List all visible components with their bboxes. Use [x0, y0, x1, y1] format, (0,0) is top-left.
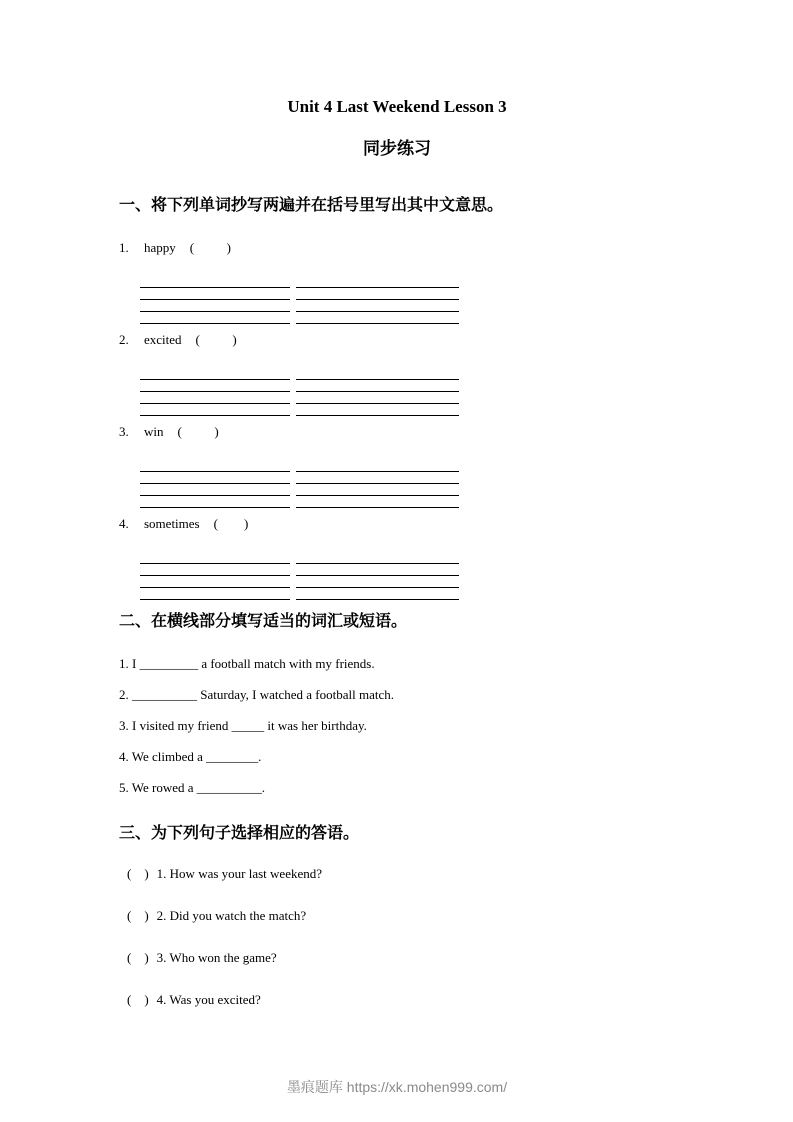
writing-line: [140, 312, 290, 324]
writing-line: [296, 392, 459, 404]
question-text: 1. How was your last weekend?: [156, 866, 323, 881]
writing-line: [296, 564, 459, 576]
four-line-grid: [140, 460, 290, 508]
word-item-2: [119, 332, 675, 348]
writing-line: [296, 496, 459, 508]
fill-item-3: 3. I visited my friend _____ it was her birthday.: [119, 718, 367, 733]
writing-line: [296, 288, 459, 300]
writing-line: [296, 576, 459, 588]
writing-line: [296, 404, 459, 416]
answer-bracket: ( ): [177, 424, 219, 439]
writing-line: [296, 460, 459, 472]
fill-item-2: 2. __________ Saturday, I watched a football match.: [119, 687, 394, 702]
writing-lines-2: [140, 368, 675, 416]
answer-paren: ( ): [127, 950, 149, 965]
writing-line: [140, 496, 290, 508]
choose-item-3: [127, 950, 675, 966]
writing-lines-1: [140, 276, 675, 324]
page-title: Unit 4 Last Weekend Lesson 3: [287, 97, 507, 116]
writing-line: [140, 588, 290, 600]
writing-line: [296, 312, 459, 324]
word-text: happy: [144, 240, 176, 255]
footer-text: 墨痕题库 https://xk.mohen999.com/: [286, 1079, 508, 1095]
section2-heading: 二、在横线部分填写适当的词汇或短语。: [119, 613, 408, 630]
four-line-grid: [140, 276, 290, 324]
choose-item-1: [127, 866, 675, 882]
writing-line: [140, 300, 290, 312]
word-item-4: [119, 516, 675, 532]
writing-line: [296, 588, 459, 600]
four-line-grid: [296, 552, 459, 600]
writing-line: [140, 552, 290, 564]
answer-bracket: ( ): [195, 332, 237, 347]
answer-paren: ( ): [127, 908, 149, 923]
writing-line: [296, 552, 459, 564]
writing-line: [296, 368, 459, 380]
writing-line: [296, 300, 459, 312]
writing-line: [140, 392, 290, 404]
writing-line: [296, 276, 459, 288]
fill-item-4: 4. We climbed a ________.: [119, 749, 262, 764]
word-item-3: [119, 424, 675, 440]
item-number: 4.: [119, 516, 129, 531]
answer-bracket: ( ): [189, 240, 231, 255]
writing-lines-3: [140, 460, 675, 508]
writing-line: [140, 288, 290, 300]
word-item-1: [119, 240, 675, 256]
four-line-grid: [296, 368, 459, 416]
word-text: sometimes: [144, 516, 200, 531]
fill-item-1: 1. I _________ a football match with my friends.: [119, 656, 375, 671]
answer-paren: ( ): [127, 992, 149, 1007]
question-text: 2. Did you watch the match?: [156, 908, 307, 923]
item-number: 2.: [119, 332, 129, 347]
question-text: 3. Who won the game?: [156, 950, 277, 965]
section1-heading: 一、将下列单词抄写两遍并在括号里写出其中文意思。: [119, 197, 504, 214]
word-text: win: [144, 424, 164, 439]
answer-paren: ( ): [127, 866, 149, 881]
choose-item-4: [127, 992, 675, 1008]
item-number: 1.: [119, 240, 129, 255]
four-line-grid: [140, 552, 290, 600]
choose-item-2: [127, 908, 675, 924]
question-text: 4. Was you excited?: [156, 992, 261, 1007]
page-subtitle: 同步练习: [363, 139, 431, 158]
four-line-grid: [296, 460, 459, 508]
answer-bracket: ( ): [213, 516, 249, 531]
writing-line: [140, 564, 290, 576]
writing-line: [296, 484, 459, 496]
writing-line: [140, 576, 290, 588]
writing-line: [140, 380, 290, 392]
four-line-grid: [140, 368, 290, 416]
four-line-grid: [296, 276, 459, 324]
writing-line: [140, 276, 290, 288]
section3-heading: 三、为下列句子选择相应的答语。: [119, 825, 360, 842]
writing-line: [140, 484, 290, 496]
writing-lines-4: [140, 552, 675, 600]
writing-line: [140, 460, 290, 472]
writing-line: [296, 472, 459, 484]
word-text: excited: [144, 332, 182, 347]
footer: [119, 1078, 675, 1096]
writing-line: [296, 380, 459, 392]
writing-line: [140, 368, 290, 380]
writing-line: [140, 472, 290, 484]
fill-item-5: 5. We rowed a __________.: [119, 780, 266, 795]
writing-line: [140, 404, 290, 416]
item-number: 3.: [119, 424, 129, 439]
